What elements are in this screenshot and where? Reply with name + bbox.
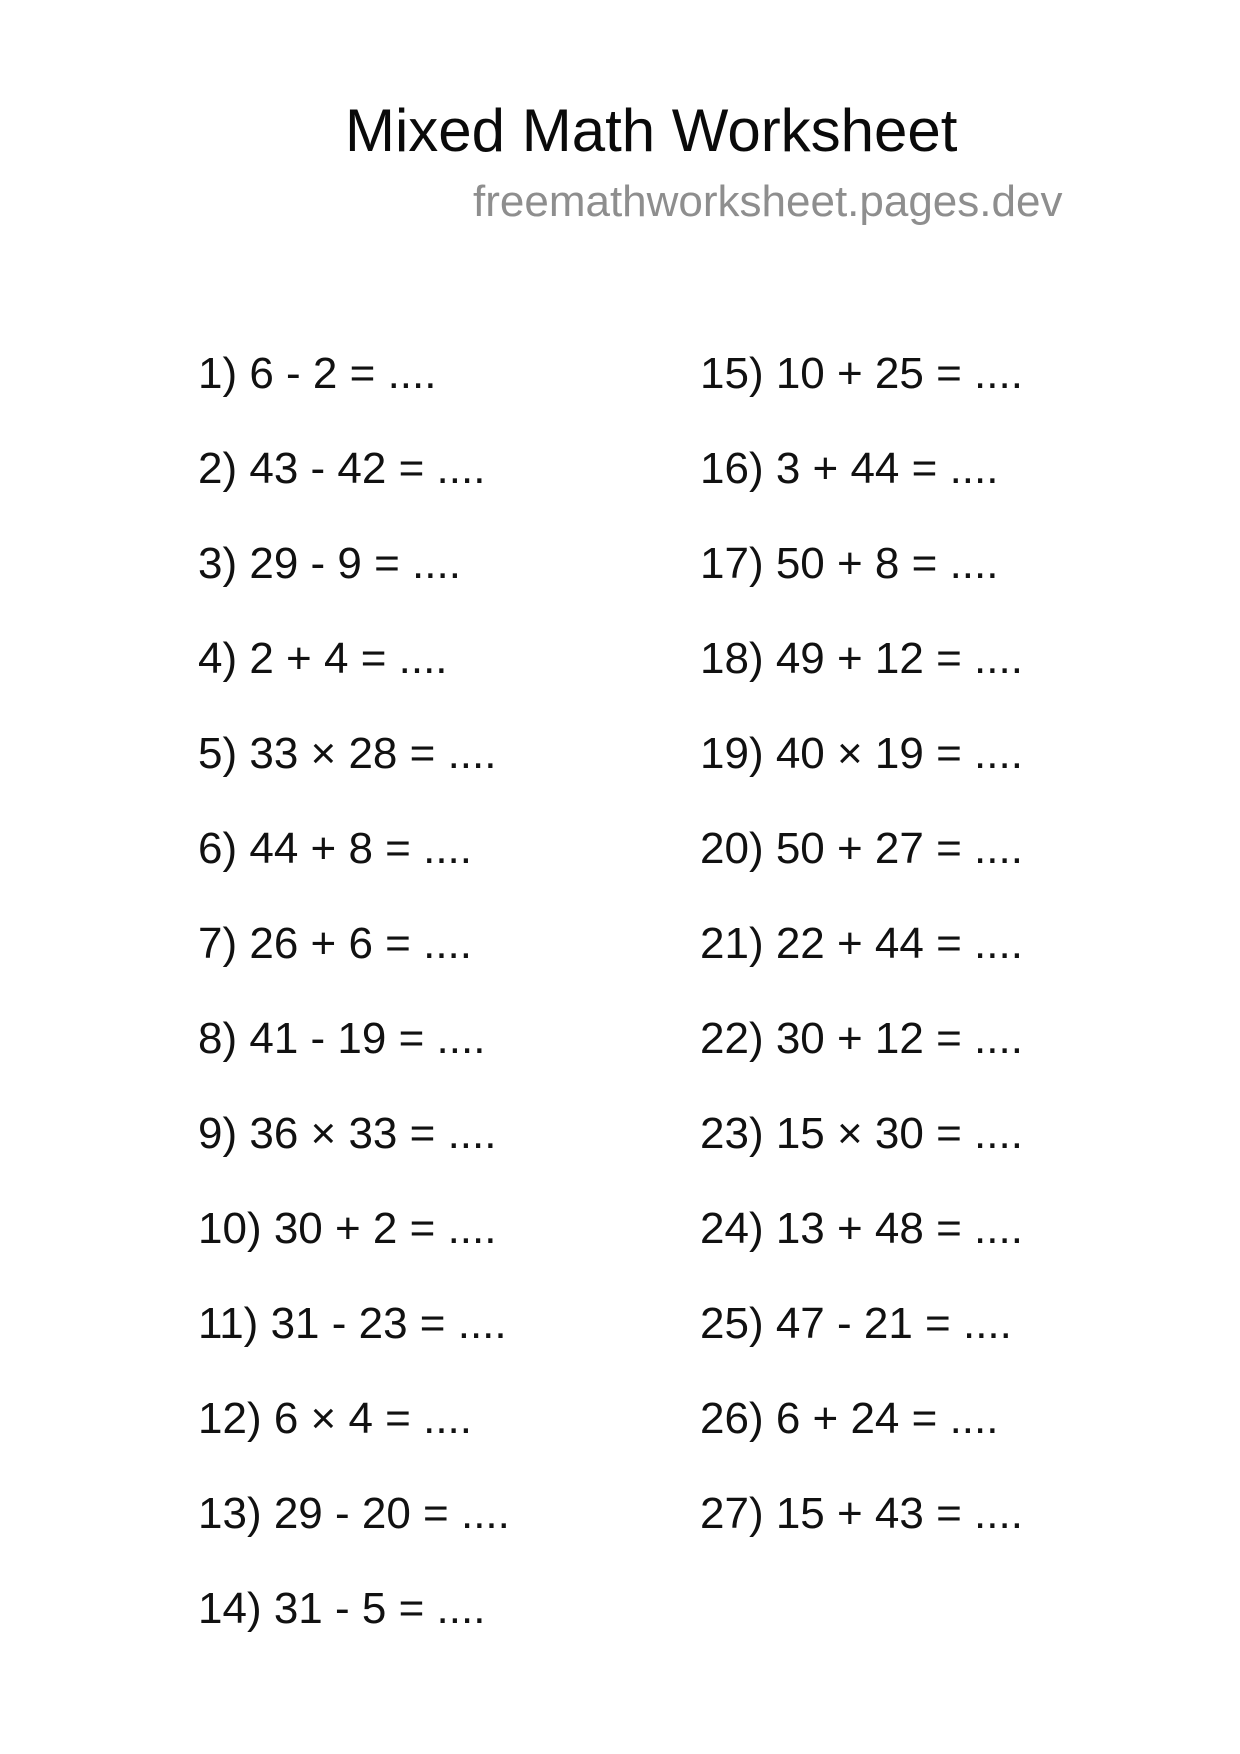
answer-blank: ....: [974, 1204, 1023, 1253]
answer-blank: ....: [398, 634, 448, 683]
problem-number: 14): [198, 1584, 262, 1633]
equals-sign: =: [423, 1489, 449, 1538]
problem-expression: 40 × 19: [775, 729, 924, 778]
equals-sign: =: [409, 729, 436, 778]
problem-item: [700, 1181, 1023, 1276]
answer-blank: ....: [949, 539, 999, 588]
problem-item: [700, 611, 1023, 706]
problem-number: 8): [198, 1014, 238, 1063]
answer-blank: ....: [974, 1489, 1023, 1538]
answer-blank: ....: [457, 1299, 507, 1348]
problem-item: [700, 991, 1023, 1086]
answer-blank: ....: [436, 1014, 486, 1063]
equals-sign: =: [385, 1394, 411, 1443]
problem-item: [198, 991, 510, 1086]
answer-blank: ....: [423, 824, 472, 873]
equals-sign: =: [398, 444, 425, 493]
equals-sign: =: [409, 1204, 436, 1253]
problem-item: [198, 516, 510, 611]
problem-expression: 43 - 42: [249, 444, 387, 493]
equals-sign: =: [936, 729, 962, 778]
answer-blank: ....: [974, 824, 1023, 873]
problem-expression: 41 - 19: [249, 1014, 387, 1063]
answer-blank: ....: [423, 1394, 472, 1443]
problem-number: 17): [700, 539, 764, 588]
problem-number: 23): [700, 1109, 764, 1158]
problem-expression: 13 + 48: [775, 1204, 924, 1253]
problem-expression: 26 + 6: [249, 919, 373, 968]
problem-expression: 6 × 4: [273, 1394, 373, 1443]
problem-item: [700, 326, 1023, 421]
equals-sign: =: [936, 634, 962, 683]
problems-column-right: [700, 326, 1023, 1561]
site-url: freemathworksheet.pages.dev: [473, 177, 1063, 226]
equals-sign: =: [936, 1489, 962, 1538]
equals-sign: =: [385, 919, 411, 968]
problem-item: [700, 1466, 1023, 1561]
answer-blank: ....: [423, 919, 472, 968]
problem-expression: 3 + 44: [775, 444, 900, 493]
problem-expression: 30 + 12: [775, 1014, 924, 1063]
answer-blank: ....: [974, 1109, 1023, 1158]
problem-expression: 22 + 44: [775, 919, 924, 968]
problem-number: 9): [198, 1109, 238, 1158]
problem-number: 1): [198, 349, 238, 398]
problem-expression: 6 - 2: [249, 349, 338, 398]
equals-sign: =: [936, 1204, 962, 1253]
answer-blank: ....: [436, 444, 486, 493]
problem-expression: 49 + 12: [775, 634, 924, 683]
problem-number: 10): [198, 1204, 262, 1253]
answer-blank: ....: [387, 349, 437, 398]
page-title: Mixed Math Worksheet: [345, 97, 958, 164]
problem-expression: 33 × 28: [249, 729, 398, 778]
problem-item: [700, 516, 1023, 611]
problem-item: [198, 1086, 510, 1181]
problem-expression: 47 - 21: [775, 1299, 913, 1348]
problem-item: [198, 706, 510, 801]
answer-blank: ....: [447, 1109, 497, 1158]
answer-blank: ....: [962, 1299, 1012, 1348]
problem-item: [700, 801, 1023, 896]
equals-sign: =: [409, 1109, 436, 1158]
answer-blank: ....: [974, 634, 1023, 683]
problem-number: 3): [198, 539, 238, 588]
answer-blank: ....: [447, 729, 497, 778]
problem-item: [198, 326, 510, 421]
problem-number: 16): [700, 444, 764, 493]
problem-number: 7): [198, 919, 238, 968]
problem-expression: 15 + 43: [775, 1489, 924, 1538]
problem-expression: 15 × 30: [775, 1109, 924, 1158]
problem-number: 26): [700, 1394, 764, 1443]
problem-number: 22): [700, 1014, 764, 1063]
answer-blank: ....: [974, 919, 1023, 968]
problem-number: 19): [700, 729, 764, 778]
problem-expression: 36 × 33: [249, 1109, 398, 1158]
equals-sign: =: [911, 444, 938, 493]
problem-item: [198, 1181, 510, 1276]
problem-item: [198, 1371, 510, 1466]
problem-expression: 29 - 20: [273, 1489, 411, 1538]
problem-expression: 50 + 8: [775, 539, 900, 588]
answer-blank: ....: [949, 444, 999, 493]
equals-sign: =: [925, 1299, 951, 1348]
problem-item: [198, 611, 510, 706]
problem-expression: 30 + 2: [273, 1204, 398, 1253]
equals-sign: =: [911, 1394, 938, 1443]
problem-number: 13): [198, 1489, 262, 1538]
problem-number: 6): [198, 824, 238, 873]
equals-sign: =: [936, 1014, 962, 1063]
problem-item: [700, 706, 1023, 801]
equals-sign: =: [936, 1109, 962, 1158]
equals-sign: =: [349, 349, 376, 398]
answer-blank: ....: [949, 1394, 999, 1443]
answer-blank: ....: [974, 729, 1023, 778]
problem-number: 11): [198, 1299, 259, 1348]
equals-sign: =: [936, 919, 962, 968]
problem-expression: 2 + 4: [249, 634, 349, 683]
problem-item: [198, 1466, 510, 1561]
problem-number: 27): [700, 1489, 764, 1538]
problem-expression: 10 + 25: [775, 349, 924, 398]
problem-number: 5): [198, 729, 238, 778]
equals-sign: =: [398, 1014, 425, 1063]
problem-number: 24): [700, 1204, 764, 1253]
equals-sign: =: [360, 634, 387, 683]
equals-sign: =: [911, 539, 938, 588]
equals-sign: =: [936, 349, 962, 398]
problem-expression: 6 + 24: [775, 1394, 900, 1443]
problem-item: [700, 421, 1023, 516]
answer-blank: ....: [974, 349, 1023, 398]
equals-sign: =: [398, 1584, 425, 1633]
problems-column-left: [198, 326, 510, 1656]
answer-blank: ....: [460, 1489, 510, 1538]
problem-item: [700, 1276, 1023, 1371]
problem-expression: 44 + 8: [249, 824, 373, 873]
problem-number: 4): [198, 634, 238, 683]
problem-number: 25): [700, 1299, 764, 1348]
answer-blank: ....: [974, 1014, 1023, 1063]
problem-number: 21): [700, 919, 764, 968]
problem-item: [198, 1561, 510, 1656]
problem-expression: 50 + 27: [775, 824, 924, 873]
answer-blank: ....: [447, 1204, 497, 1253]
problem-item: [700, 1086, 1023, 1181]
problem-item: [198, 1276, 510, 1371]
problem-item: [198, 801, 510, 896]
problem-number: 12): [198, 1394, 262, 1443]
problem-item: [700, 1371, 1023, 1466]
equals-sign: =: [374, 539, 400, 588]
problem-number: 20): [700, 824, 764, 873]
problem-expression: 31 - 5: [273, 1584, 387, 1633]
problem-item: [198, 421, 510, 516]
equals-sign: =: [936, 824, 962, 873]
problem-number: 18): [700, 634, 764, 683]
answer-blank: ....: [412, 539, 461, 588]
answer-blank: ....: [436, 1584, 486, 1633]
equals-sign: =: [419, 1299, 446, 1348]
problem-number: 2): [198, 444, 238, 493]
problem-item: [198, 896, 510, 991]
problem-expression: 29 - 9: [249, 539, 362, 588]
problem-expression: 31 - 23: [270, 1299, 408, 1348]
problem-number: 15): [700, 349, 764, 398]
problem-item: [700, 896, 1023, 991]
equals-sign: =: [385, 824, 411, 873]
